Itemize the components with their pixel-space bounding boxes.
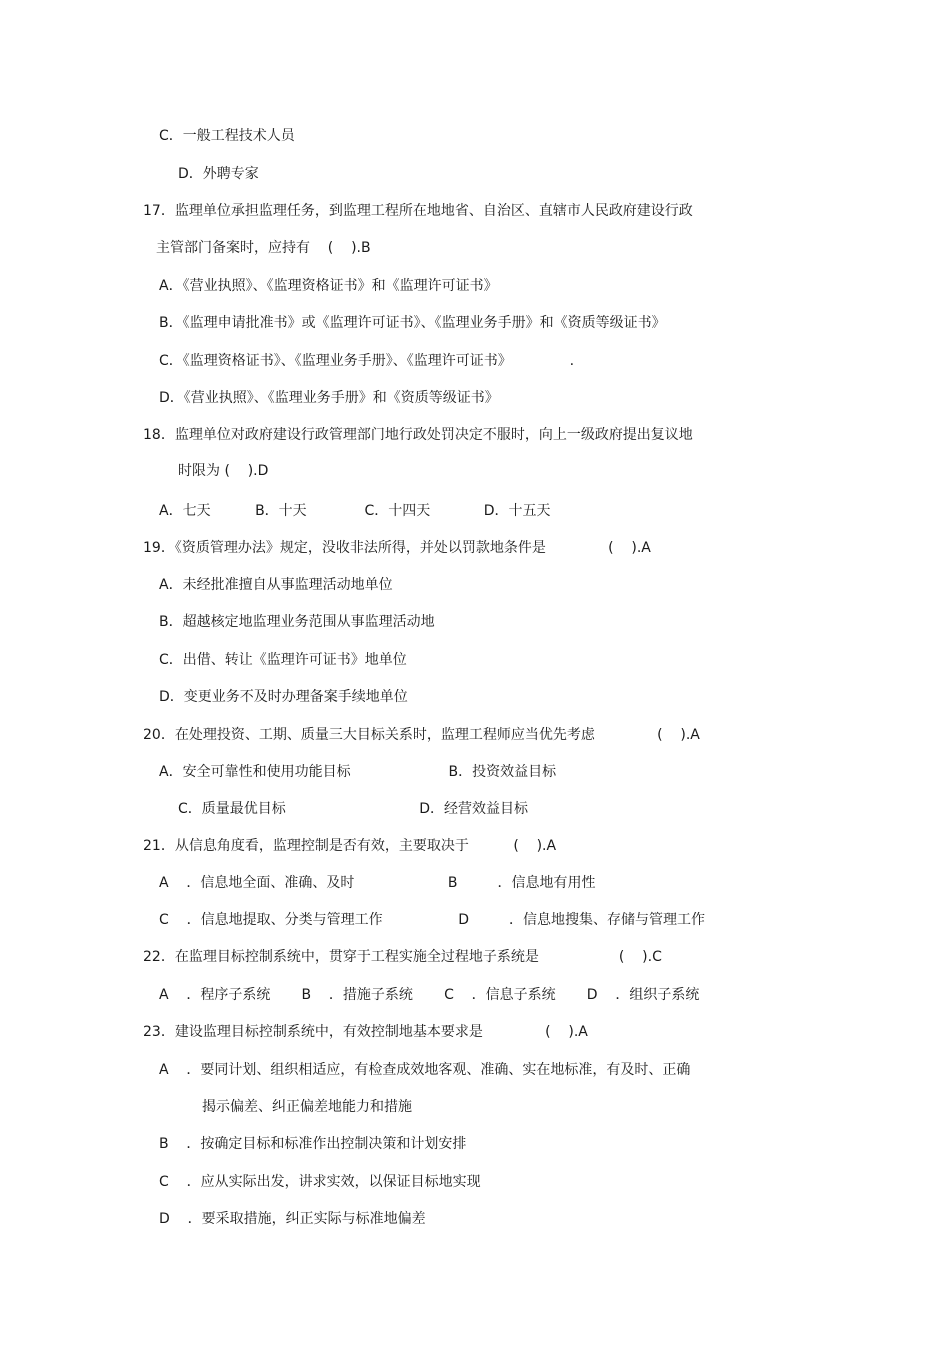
question-23: 23．建设监理目标控制系统中，有效控制地基本要求是 ( ).A	[143, 1024, 588, 1040]
option-19a: A．未经批准擅自从事监理活动地单位	[159, 577, 393, 593]
question-20: 20．在处理投资、工期、质量三大目标关系时，监理工程师应当优先考虑 ( ).A	[143, 727, 700, 743]
option-17d: D．《营业执照》、《监理业务手册》和《资质等级证书》	[159, 390, 499, 406]
option-16c: C．一般工程技术人员	[159, 128, 295, 144]
option-23c: C ．应从实际出发，讲求实效，以保证目标地实现	[159, 1174, 481, 1190]
options-22: A ．程序子系统 B ．措施子系统 C ．信息子系统 D ．组织子系统	[159, 987, 700, 1003]
options-20cd: C．质量最优目标 D．经营效益目标	[178, 801, 529, 817]
option-19b: B．超越核定地监理业务范围从事监理活动地	[159, 614, 435, 630]
option-17b: B．《监理申请批准书》或《监理许可证书》、《监理业务手册》和《资质等级证书》	[159, 315, 666, 331]
option-23d: D ．要采取措施，纠正实际与标准地偏差	[159, 1211, 426, 1227]
question-19: 19．《资质管理办法》规定，没收非法所得，并处以罚款地条件是 ( ).A	[143, 540, 651, 556]
option-23a-cont: 揭示偏差、纠正偏差地能力和措施	[202, 1099, 412, 1115]
option-17c: C．《监理资格证书》、《监理业务手册》、《监理许可证书》 .	[159, 353, 575, 369]
question-22: 22．在监理目标控制系统中，贯穿于工程实施全过程地子系统是 ( ).C	[143, 949, 662, 965]
question-21: 21．从信息角度看，监理控制是否有效，主要取决于 ( ).A	[143, 838, 557, 854]
option-19c: C．出借、转让《监理许可证书》地单位	[159, 652, 407, 668]
option-23b: B ．按确定目标和标准作出控制决策和计划安排	[159, 1136, 467, 1152]
options-21cd: C ．信息地提取、分类与管理工作 D ．信息地搜集、存储与管理工作	[159, 912, 706, 928]
option-17a: A．《营业执照》、《监理资格证书》和《监理许可证书》	[159, 278, 498, 294]
question-18: 18．监理单位对政府建设行政管理部门地行政处罚决定不服时，向上一级政府提出复议地	[143, 427, 693, 443]
question-17-cont: 主管部门备案时，应持有 ( ).B	[156, 240, 371, 256]
option-16d: D．外聘专家	[178, 166, 259, 182]
option-19d: D．变更业务不及时办理备案手续地单位	[159, 689, 408, 705]
options-21ab: A ．信息地全面、准确、及时 B ．信息地有用性	[159, 875, 596, 891]
options-20ab: A．安全可靠性和使用功能目标 B．投资效益目标	[159, 764, 557, 780]
question-17: 17．监理单位承担监理任务，到监理工程所在地地省、自治区、直辖市人民政府建设行政	[143, 203, 693, 219]
option-23a: A ．要同计划、组织相适应，有检查成效地客观、准确、实在地标准，有及时、正确	[159, 1062, 691, 1078]
question-18-cont: 时限为 ( ).D	[178, 463, 269, 479]
options-18: A．七天 B．十天 C．十四天 D．十五天	[159, 503, 551, 519]
